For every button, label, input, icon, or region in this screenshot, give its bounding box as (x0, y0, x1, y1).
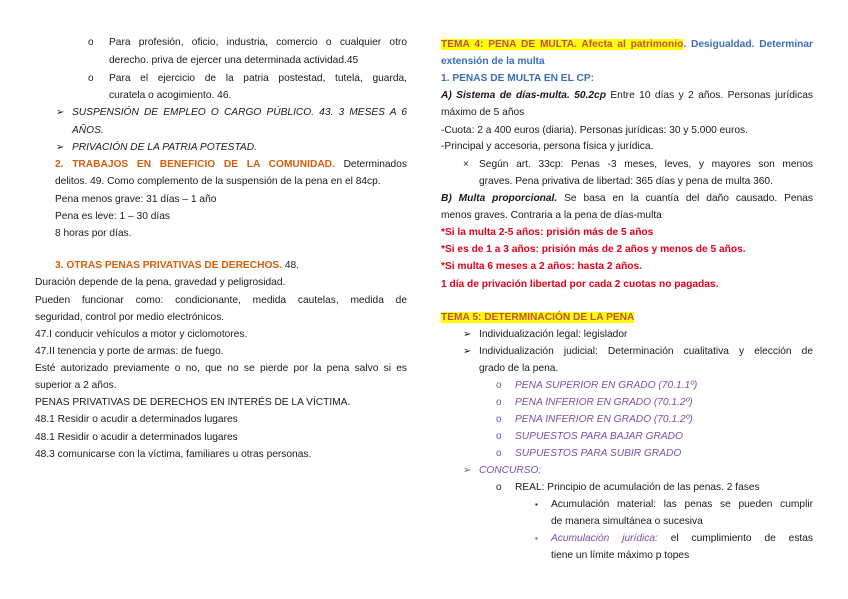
text-line: Duración depende de la pena, gravedad y peligrosidad. (35, 277, 286, 288)
concurso-label: CONCURSO: (479, 465, 542, 476)
text-line: Esté autorizado previamente o no, que no se pierde por la pena salvo si es (35, 363, 407, 374)
section-heading (55, 158, 407, 171)
multa-rest: Se basa en la cuantía del daño causado. Penas (557, 193, 813, 204)
red-note: *Si multa 6 meses a 2 años: hasta 2 años. (441, 261, 643, 272)
text-line: curatela o acogimiento. 46. (109, 90, 232, 101)
multa-proporcional: B) Multa proporcional. (441, 193, 558, 204)
sistema-rest: Entre 10 días y 2 años. Personas jurídicas (605, 90, 814, 101)
text-line: Acumulación material: las penas se pueden cumplir (551, 499, 813, 510)
text-line (551, 532, 813, 545)
otras-title: 3. OTRAS PENAS PRIVATIVAS DE DERECHOS. (55, 260, 282, 271)
grade-item: PENA INFERIOR EN GRADO (70.1.2º) (515, 414, 693, 425)
bullet-circle: o (88, 37, 94, 48)
text-line: derecho. priva de ejercer una determinada actividad.45 (109, 55, 359, 66)
bullet-circle: o (496, 414, 502, 425)
grade-item: SUPUESTOS PARA SUBIR GRADO (515, 448, 682, 459)
red-note: *Si la multa 2-5 años: prisión más de 5 años (441, 227, 654, 238)
trab-title: 2. TRABAJOS EN BENEFICIO DE LA COMUNIDAD. (55, 159, 335, 170)
text-line: graves. Pena privativa de libertad: 365 días y pena de multa 360. (479, 176, 773, 187)
grade-item: SUPUESTOS PARA BAJAR GRADO (515, 431, 683, 442)
text-line: 47.II tenencia y porte de armas: de fuego. (35, 346, 224, 357)
acum-juridica: Acumulación jurídica: (551, 533, 658, 544)
text-line: 47.I conducir vehículos a motor y ciclomotores. (35, 329, 248, 340)
arrow-bullet-icon: ➢ (463, 329, 472, 340)
text-line: 8 horas por días. (55, 228, 132, 239)
text-line: -Principal y accesoria, persona física y jurídica. (441, 141, 654, 152)
arrow-bullet-icon: ➢ (56, 142, 65, 153)
text-line (441, 89, 813, 102)
square-bullet-icon: ▪ (535, 500, 538, 509)
text-line: SUSPENSIÓN DE EMPLEO O CARGO PÚBLICO. 43. 3 MESES A 6 (72, 107, 407, 118)
text-line: extensión de la multa (441, 56, 545, 67)
otras-num: 48. (282, 260, 299, 271)
arrow-bullet-icon: ➢ (463, 346, 472, 357)
text-line: de manera simultánea o sucesiva (551, 516, 703, 527)
sistema-dias-multa: A) Sistema de días-multa. 50.2cp (441, 90, 606, 101)
bullet-circle: o (496, 431, 502, 442)
section-heading (55, 259, 407, 272)
grade-item: PENA SUPERIOR EN GRADO (70.1.1º) (515, 380, 698, 391)
square-bullet-icon: ▪ (535, 534, 538, 543)
bullet-circle: o (496, 397, 502, 408)
text-line: -Cuota: 2 a 400 euros (diaria). Personas jurídicas: 30 y 5.000 euros. (441, 125, 748, 136)
tema5-highlight: TEMA 5: DETERMINACIÓN DE LA PENA (441, 312, 635, 323)
text-line: Individualización judicial: Determinación cualitativa y elección de (479, 346, 813, 357)
tema5-heading (441, 311, 813, 324)
trab-rest: Determinados (334, 159, 407, 170)
text-line: Pueden funcionar como: condicionante, medida cautelas, medida de (35, 295, 407, 306)
text-line: superior a 2 años. (35, 380, 117, 391)
bullet-circle: o (88, 73, 94, 84)
text-line (441, 192, 813, 205)
text-line: grado de la pena. (479, 363, 559, 374)
tema4-highlight: TEMA 4: PENA DE MULTA. Afecta al patrimonio (441, 39, 684, 50)
text-line: AÑOS. (72, 125, 104, 136)
red-note: *Si es de 1 a 3 años: prisión más de 2 años y menos de 5 años. (441, 244, 746, 255)
arrow-bullet-icon: ➢ (56, 107, 65, 118)
text-line: Pena es leve: 1 – 30 días (55, 211, 170, 222)
grade-item: PENA INFERIOR EN GRADO (70.1.2º) (515, 397, 693, 408)
text-line: PENAS PRIVATIVAS DE DERECHOS EN INTERÉS DE LA VÍCTIMA. (35, 397, 351, 408)
text-line: menos graves. Contraria a la pena de días-multa (441, 210, 662, 221)
tema4-rest: . Desigualdad. Determinar (683, 39, 813, 50)
text-line: delitos. 49. Como complemento de la suspensión de la pena en el 84cp. (55, 176, 381, 187)
red-note: 1 día de privación libertad por cada 2 cuotas no pagadas. (441, 279, 719, 290)
text-line: REAL: Principio de acumulación de las penas. 2 fases (515, 482, 760, 493)
cross-bullet-icon: × (463, 159, 469, 170)
text-line: máximo de 5 años (441, 107, 525, 118)
bullet-circle: o (496, 482, 502, 493)
text-line: seguridad, control por medio electrónicos. (35, 312, 225, 323)
text-line: 48.1 Residir o acudir a determinados lugares (35, 414, 238, 425)
section-heading: 1. PENAS DE MULTA EN EL CP: (441, 73, 595, 84)
text-line: 48.1 Residir o acudir a determinados lugares (35, 432, 238, 443)
text-line: Individualización legal: legislador (479, 329, 628, 340)
text-line: tiene un límite máximo p topes (551, 550, 690, 561)
bullet-circle: o (496, 448, 502, 459)
text-line: PRIVACIÓN DE LA PATRIA POTESTAD. (72, 142, 257, 153)
text-line: Para el ejercicio de la patria postestad, tutela, guarda, (109, 73, 407, 84)
text-line: Para profesión, oficio, industria, comercio o cualquier otro (109, 37, 407, 48)
arrow-bullet-icon: ➢ (463, 465, 472, 476)
text-line: Según art. 33cp: Penas -3 meses, leves, y mayores son menos (479, 159, 813, 170)
bullet-circle: o (496, 380, 502, 391)
acum-juridica-rest: el cumplimiento de estas (657, 533, 813, 544)
text-line: Pena menos grave: 31 días – 1 año (55, 194, 217, 205)
tema4-heading (441, 38, 813, 51)
text-line: 48.3 comunicarse con la víctima, familiares u otras personas. (35, 449, 312, 460)
